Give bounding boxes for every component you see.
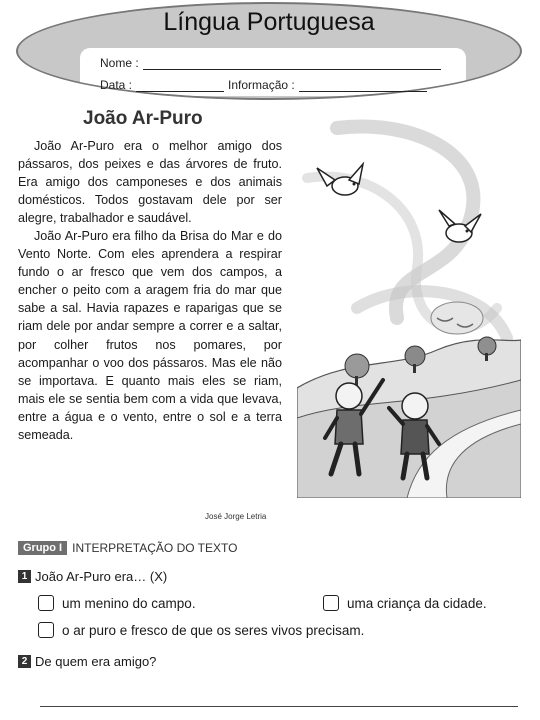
bird-icon — [317, 164, 363, 195]
story-text — [18, 137, 282, 444]
group-title: INTERPRETAÇÃO DO TEXTO — [72, 541, 238, 555]
page-title: Língua Portuguesa — [163, 8, 375, 36]
option-checkbox[interactable] — [38, 595, 54, 611]
option-label: uma criança da cidade. — [347, 595, 487, 611]
question-1 — [18, 569, 167, 584]
story-paragraph: João Ar-Puro era o melhor amigo dos pássaros, dos peixes e das árvores de fruto. Era amigo dos camponeses e dos animais domésticos. Todos gostavam dele por ser alegre, trabalhador e saudável. — [18, 139, 282, 226]
question-text: De quem era amigo? — [35, 654, 157, 669]
question-2 — [18, 654, 156, 669]
group-heading — [18, 541, 237, 555]
date-input-line[interactable] — [136, 79, 224, 92]
option-label: um menino do campo. — [62, 595, 196, 611]
info-input-line[interactable] — [299, 79, 427, 92]
illustration-svg — [297, 118, 521, 498]
name-input-line[interactable] — [143, 57, 441, 70]
question-number-badge: 2 — [18, 655, 31, 668]
story-illustration — [297, 118, 521, 498]
wind-face-icon — [431, 302, 483, 334]
option-ar-puro — [38, 622, 364, 638]
name-field-row — [100, 56, 441, 70]
option-campo — [38, 595, 196, 611]
group-badge: Grupo I — [18, 541, 67, 555]
question-number-badge: 1 — [18, 570, 31, 583]
story-title: João Ar-Puro — [83, 108, 203, 129]
option-cidade — [323, 595, 487, 611]
option-checkbox[interactable] — [323, 595, 339, 611]
story-paragraph: João Ar-Puro era filho da Brisa do Mar e do Vento Norte. Com eles aprendera a respirar fundo o ar fresco que vem dos campos, a encher o peito com a aragem fria do mar que sabe a sal. Havia rapazes e raparigas que se riam dele por andar sempre a correr e a saltar, por colher frutos nos pomares, por acompanhar o voo dos pássaros. Mas ele não se importava. E quanto mais eles se riam, mais ele se sentia bem com a vida que levava, entre a água e o vento, entre o sol e a terra semeada. — [18, 229, 282, 442]
answer-line[interactable] — [40, 706, 518, 707]
question-text: João Ar-Puro era… (X) — [35, 569, 168, 584]
option-label: o ar puro e fresco de que os seres vivos precisam. — [62, 622, 365, 638]
info-label: Informação : — [228, 78, 295, 92]
story-author: José Jorge Letria — [205, 512, 267, 521]
option-checkbox[interactable] — [38, 622, 54, 638]
name-label: Nome : — [100, 56, 139, 70]
date-info-row — [100, 78, 427, 92]
date-label: Data : — [100, 78, 133, 92]
